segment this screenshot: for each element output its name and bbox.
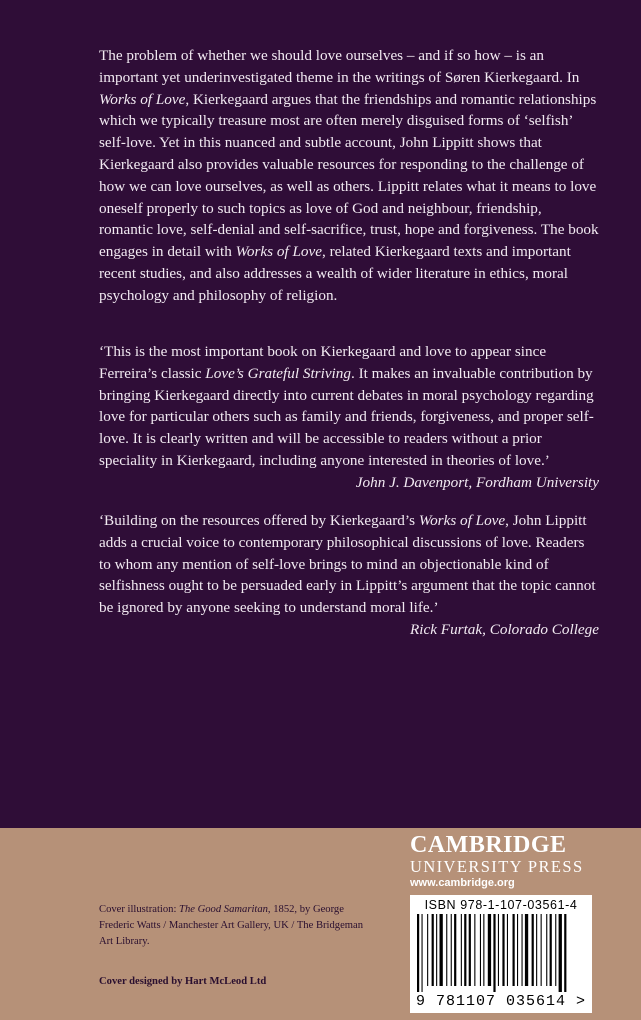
title-works-of-love: Works of Love: [235, 243, 322, 261]
barcode-bars: [416, 914, 586, 992]
title-works-of-love: Works of Love: [418, 512, 506, 529]
publisher-url: www.cambridge.org: [410, 877, 515, 889]
publisher-press: UNIVERSITY PRESS: [410, 857, 584, 876]
title-works-of-love: Works of Love: [99, 90, 186, 108]
endorsement-attribution: Rick Furtak, Colorado College: [410, 620, 599, 638]
isbn-label: ISBN 978-1-107-03561-4: [424, 898, 578, 912]
publisher-name: CAMBRIDGE: [410, 832, 567, 858]
endorsement-attribution: John J. Davenport, Fordham University: [355, 473, 599, 491]
barcode-digits: 9 781107 035614 >: [415, 993, 587, 1010]
cover-bottom-panel: [0, 828, 641, 1020]
endorsement-furtak: ‘Building on the resources offered by Kierkegaard’s Works of Love, John Lippitt adds a crucial voice to contemporary philosophical discussions of love. Readers to whom any mention of self-love brings to mind an objectionable kind of selfishness ought to be persuaded early in Lippitt’s argument that the topic cannot be ignored by anyone seeking to understand moral life.’ Rick Furtak, Colorado College: [99, 510, 599, 641]
book-description: The problem of whether we should love ourselves – and if so how – is an important yet underinvestigated theme in the writings of Søren Kierkegaard. In Works of Love, Kierkegaard argues that the friendships and romantic relationships which we typically treasure most are often merely disguised forms of ‘selfish’ self-love. Yet in this nuanced and subtle account, John Lippitt shows that Kierkegaard also provides valuable resources for responding to the challenge of how we can love ourselves, as well as others. Lippitt relates what it means to love oneself properly to such topics as love of God and neighbour, friendship, romantic love, self-denial and self-sacrifice, trust, hope and forgiveness. The book engages in detail with Works of Love, related Kierkegaard texts and important recent studies, and also addresses a wealth of wider literature in ethics, moral psychology and philosophy of religion.: [99, 47, 599, 304]
endorsement-davenport: ‘This is the most important book on Kierkegaard and love to appear since Ferreira’s classic Love’s Grateful Striving. It makes an invaluable contribution by bringing Kierkegaard directly into current debates in moral psychology regarding love for particular others such as family and friends, forgiveness, and proper self-love. It is clearly written and will be accessible to readers without a prior speciality in Kierkegaard, including anyone interested in theories of love.’ John J. Davenport, Fordham University: [99, 341, 599, 494]
cover-designer-credit: Cover designed by Hart McLeod Ltd: [99, 976, 267, 987]
title-loves-grateful-striving: Love’s Grateful Striving: [205, 364, 351, 382]
cover-illustration-credit: Cover illustration: The Good Samaritan, 1852, by George Frederic Watts / Manchester Art Gallery, UK / The Bridgeman Art Library.: [99, 904, 364, 948]
isbn-barcode: [410, 895, 592, 1013]
publisher-logo: [410, 832, 590, 891]
